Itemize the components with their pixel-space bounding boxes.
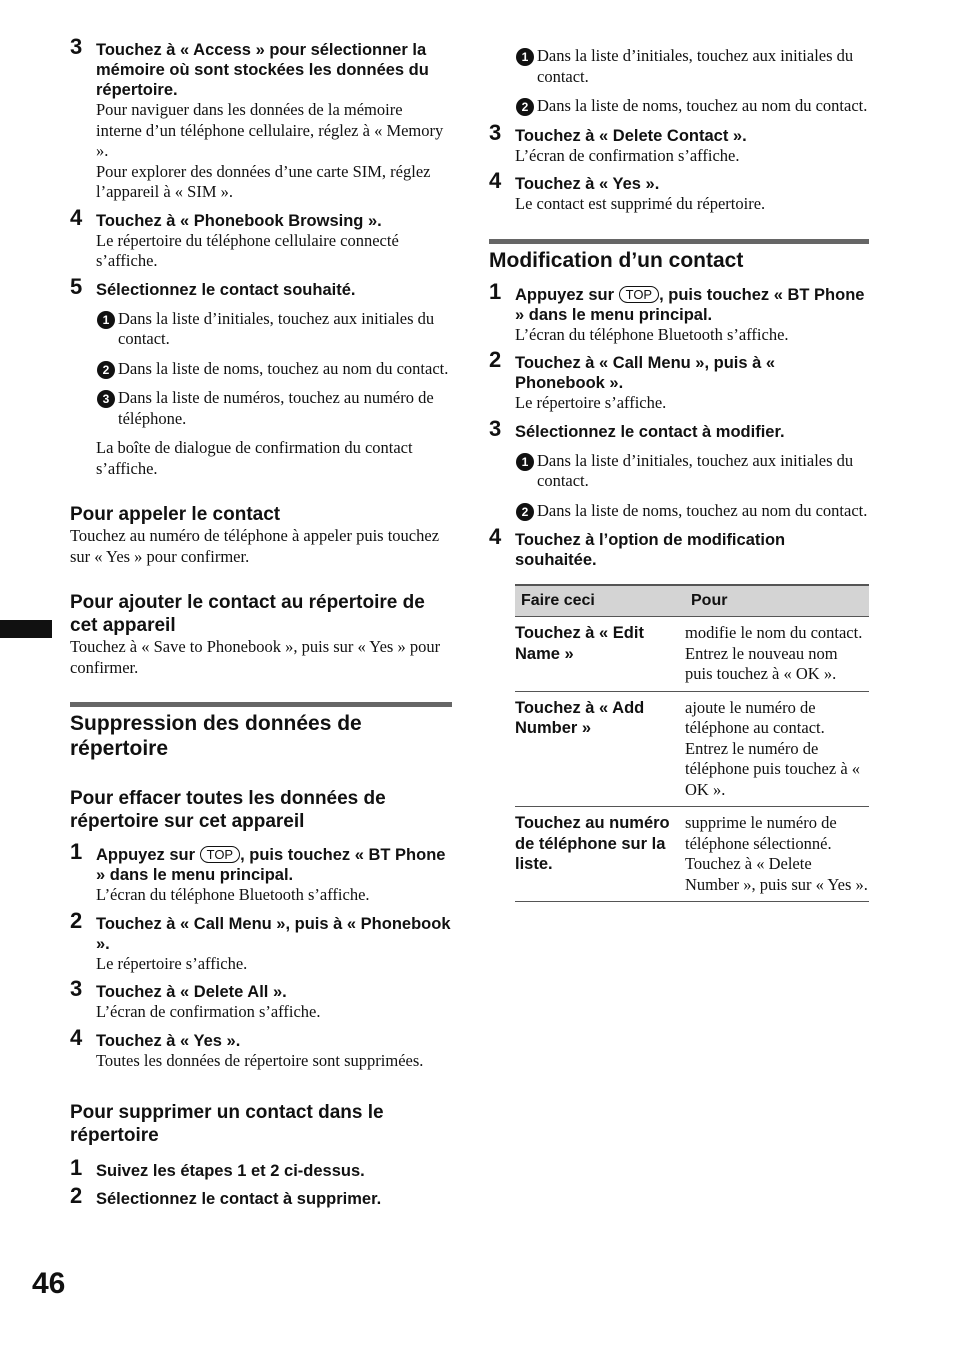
circled-number-icon: 1 xyxy=(516,48,534,66)
modify-step-2 xyxy=(489,347,869,414)
erase-step-4 xyxy=(70,1024,452,1072)
step-number: 1 xyxy=(70,839,83,864)
table-cell-result: ajoute le numéro de téléphone au contact. Entrez le numéro de téléphone puis touchez à « OK ». xyxy=(685,691,869,807)
step-title: Touchez à « Call Menu », puis à « Phonebook ». xyxy=(515,354,776,392)
substep xyxy=(515,501,869,522)
table-cell-action: Touchez à « Edit Name » xyxy=(515,617,685,692)
substep-text: Dans la liste d’initiales, touchez aux initiales du contact. xyxy=(537,450,854,490)
step-number: 1 xyxy=(70,1155,83,1180)
step-number: 1 xyxy=(489,278,502,304)
step-title: Touchez à « Phonebook Browsing ». xyxy=(96,211,382,230)
step-text: L’écran du téléphone Bluetooth s’affiche. xyxy=(515,324,789,344)
substep xyxy=(96,309,452,350)
step-number: 3 xyxy=(70,976,83,1001)
substep-list xyxy=(96,309,452,430)
substep xyxy=(515,96,869,117)
substep xyxy=(515,46,869,87)
call-contact-heading: Pour appeler le contact xyxy=(70,504,281,525)
substep-text: Dans la liste de noms, touchez au nom du contact. xyxy=(118,358,449,378)
step-number: 2 xyxy=(70,1183,83,1208)
step-note: La boîte de dialogue de confirmation du contact s’affiche. xyxy=(96,438,413,478)
delete-step-2 xyxy=(70,1183,452,1209)
erase-step-2 xyxy=(70,907,452,975)
step-title: Appuyez sur TOP , puis touchez « BT Phone » dans le menu principal. xyxy=(96,846,446,884)
right-column xyxy=(489,40,869,902)
section-heading: Suppression des données de répertoire xyxy=(70,712,362,760)
step-title: Touchez à « Delete All ». xyxy=(96,983,287,1001)
chapter-tab-marker xyxy=(0,620,52,638)
step-number: 4 xyxy=(489,524,502,549)
add-contact-text: Touchez à « Save to Phonebook », puis sur « Yes » pour confirmer. xyxy=(70,637,441,677)
step-3-access xyxy=(70,34,452,203)
step-number: 3 xyxy=(489,415,502,441)
circled-number-icon: 2 xyxy=(516,98,534,116)
step-title: Touchez à « Access » pour sélectionner la mémoire où sont stockées les données du répertoire. xyxy=(96,41,429,99)
table-header-row xyxy=(515,585,869,617)
step-number: 3 xyxy=(489,119,502,145)
table-header: Pour xyxy=(685,585,869,617)
circled-number-icon: 1 xyxy=(97,311,115,329)
table-row xyxy=(515,691,869,807)
step-number: 5 xyxy=(70,273,83,299)
add-contact-heading: Pour ajouter le contact au répertoire de cet appareil xyxy=(70,592,425,636)
substep xyxy=(515,451,869,492)
circled-number-icon: 3 xyxy=(97,390,115,408)
step-text: L’écran du téléphone Bluetooth s’affiche. xyxy=(96,885,370,904)
delete-step-4 xyxy=(489,168,869,215)
modify-options-table xyxy=(515,584,869,902)
table-cell-action: Touchez à « Add Number » xyxy=(515,691,685,807)
modify-step-4 xyxy=(489,524,869,570)
step-text: Pour explorer des données d’une carte SIM, réglez l’appareil à « SIM ». xyxy=(96,161,431,201)
step-title: Touchez à « Yes ». xyxy=(515,175,660,193)
page-number: 46 xyxy=(32,1267,66,1300)
table-row xyxy=(515,617,869,692)
step-title: Touchez à « Yes ». xyxy=(96,1031,241,1050)
step-text: L’écran de confirmation s’affiche. xyxy=(515,145,740,165)
erase-step-3 xyxy=(70,976,452,1023)
erase-all-heading: Pour effacer toutes les données de répertoire sur cet appareil xyxy=(70,788,386,832)
modify-contact-heading: Modification d’un contact xyxy=(489,248,744,272)
step-text: Toutes les données de répertoire sont supprimées. xyxy=(96,1050,424,1070)
step-4-phonebook-browsing xyxy=(70,204,452,272)
step-number: 4 xyxy=(70,1024,83,1050)
erase-step-1 xyxy=(70,839,452,906)
step-title: Sélectionnez le contact à modifier. xyxy=(515,422,785,441)
step-title: Appuyez sur TOP , puis touchez « BT Phone » dans le menu principal. xyxy=(515,285,865,324)
step-title: Touchez à « Delete Contact ». xyxy=(515,126,747,145)
step-text: Le répertoire s’affiche. xyxy=(96,953,248,973)
delete-step-1 xyxy=(70,1155,452,1181)
left-column xyxy=(70,34,452,1217)
table-cell-result: supprime le numéro de téléphone sélectionné. Touchez à « Delete Number », puis sur « Yes ». xyxy=(685,807,869,902)
step-number: 2 xyxy=(489,347,502,372)
delete-step-3 xyxy=(489,119,869,167)
circled-number-icon: 2 xyxy=(516,503,534,521)
substep xyxy=(96,359,452,380)
step-number: 3 xyxy=(70,34,83,59)
step-number: 4 xyxy=(489,168,502,193)
step-number: 2 xyxy=(70,907,83,933)
step-title: Touchez à l’option de modification souhaitée. xyxy=(515,531,786,569)
substep xyxy=(96,388,452,429)
step-number: 4 xyxy=(70,204,83,230)
call-contact-text: Touchez au numéro de téléphone à appeler puis touchez sur « Yes » pour confirmer. xyxy=(70,526,440,566)
table-row xyxy=(515,807,869,902)
table-cell-result: modifie le nom du contact. Entrez le nouveau nom puis touchez à « OK ». xyxy=(685,617,869,692)
substep-list xyxy=(515,451,869,522)
table-header: Faire ceci xyxy=(515,585,685,617)
delete-contact-heading: Pour supprimer un contact dans le répertoire xyxy=(70,1102,384,1146)
step-title: Touchez à « Call Menu », puis à « Phonebook ». xyxy=(96,914,451,953)
step-text: L’écran de confirmation s’affiche. xyxy=(96,1002,321,1021)
substep-text: Dans la liste d’initiales, touchez aux initiales du contact. xyxy=(118,308,435,348)
circled-number-icon: 2 xyxy=(97,361,115,379)
step-text: Le contact est supprimé du répertoire. xyxy=(515,194,766,213)
circled-number-icon: 1 xyxy=(516,453,534,471)
modify-step-1 xyxy=(489,278,869,346)
step-text: Pour naviguer dans les données de la mémoire interne d’un téléphone cellulaire, réglez à « Memory ». xyxy=(96,100,444,160)
step-title: Sélectionnez le contact à supprimer. xyxy=(96,1190,382,1208)
modify-step-3 xyxy=(489,415,869,442)
substep-text: Dans la liste d’initiales, touchez aux initiales du contact. xyxy=(537,46,854,86)
table-cell-action: Touchez au numéro de téléphone sur la liste. xyxy=(515,807,685,902)
substep-list xyxy=(515,46,869,117)
substep-text: Dans la liste de noms, touchez au nom du contact. xyxy=(537,500,868,520)
top-key-label: TOP xyxy=(200,846,241,863)
step-5-select-contact xyxy=(70,273,452,300)
step-title: Suivez les étapes 1 et 2 ci-dessus. xyxy=(96,1162,365,1180)
substep-text: Dans la liste de noms, touchez au nom du contact. xyxy=(537,96,868,115)
step-text: Le répertoire s’affiche. xyxy=(515,393,667,412)
step-title: Sélectionnez le contact souhaité. xyxy=(96,280,356,299)
step-text: Le répertoire du téléphone cellulaire connecté s’affiche. xyxy=(96,230,399,270)
top-key-label: TOP xyxy=(619,286,660,303)
substep-text: Dans la liste de numéros, touchez au numéro de téléphone. xyxy=(118,388,434,428)
